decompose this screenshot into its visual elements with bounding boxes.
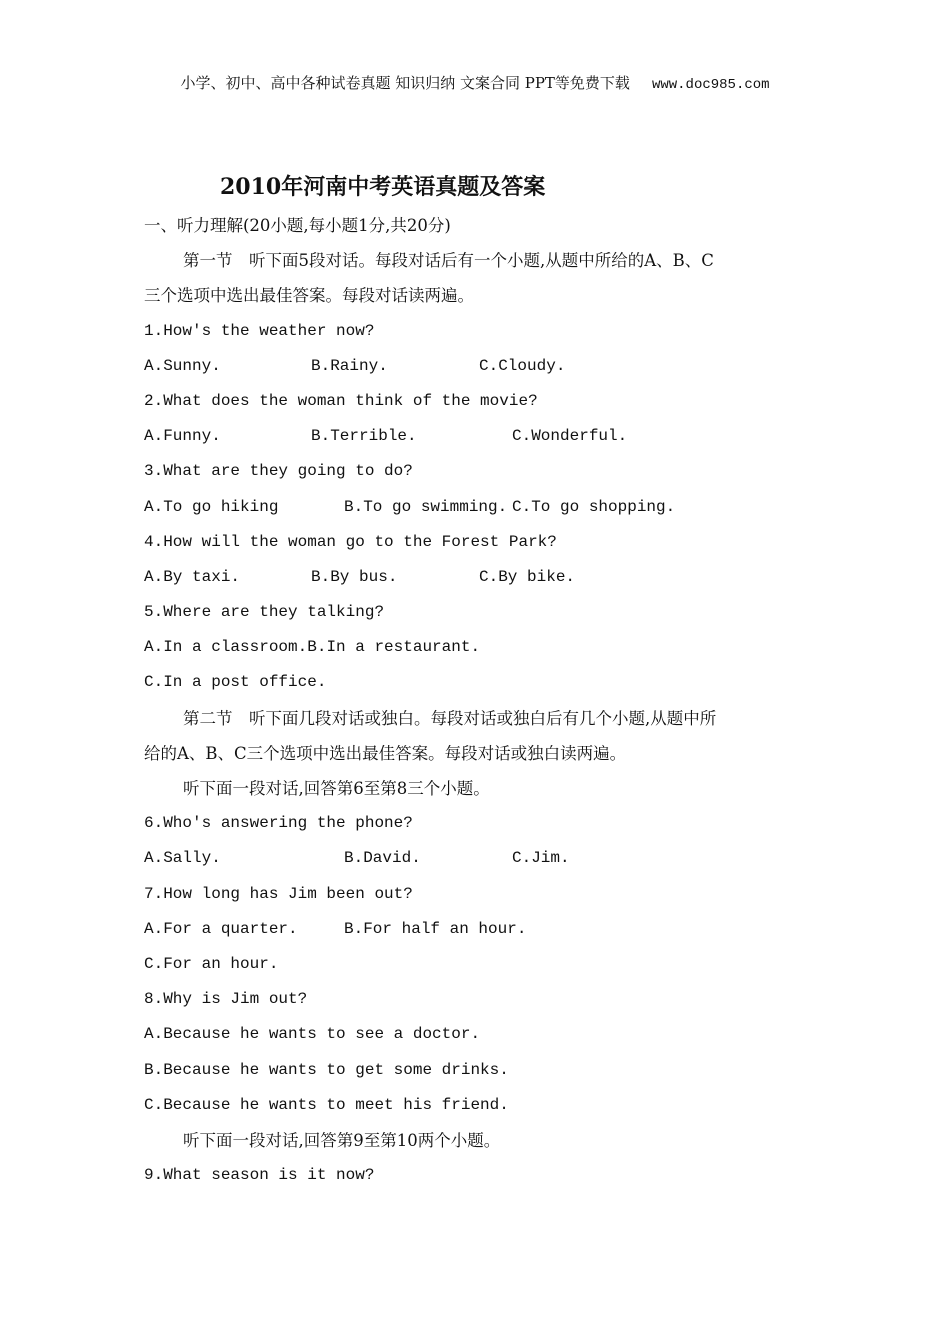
option-c: C.In a post office.: [144, 673, 327, 692]
option-a: A.Because he wants to see a doctor.: [144, 1025, 481, 1044]
question-3: 3.What are they going to do?: [144, 462, 413, 481]
question-1: 1.How's the weather now?: [144, 321, 375, 340]
part2-intro: 第二节 听下面几段对话或独白。每段对话或独白后有几个小题,从题中所: [183, 708, 717, 728]
option-a: A.Funny.: [144, 427, 221, 446]
question-6: 6.Who's answering the phone?: [144, 814, 413, 833]
part1-intro-cont: 三个选项中选出最佳答案。每段对话读两遍。: [144, 286, 474, 306]
options-5: [144, 630, 814, 665]
option-c: C.To go shopping.: [512, 497, 676, 516]
part2-intro-cont: 给的A、B、C三个选项中选出最佳答案。每段对话或独白读两遍。: [144, 743, 627, 763]
option-b: B.In a restaurant.: [307, 638, 481, 657]
question-9: 9.What season is it now?: [144, 1166, 375, 1185]
option-a: A.To go hiking: [144, 497, 279, 516]
question-4: 4.How will the woman go to the Forest Park?: [144, 532, 557, 551]
question-7: 7.How long has Jim been out?: [144, 884, 413, 903]
question-8: 8.Why is Jim out?: [144, 990, 308, 1009]
option-b: B.Terrible.: [311, 427, 417, 446]
question-2: 2.What does the woman think of the movie?: [144, 391, 538, 410]
option-b: B.For half an hour.: [344, 919, 527, 938]
option-c: C.For an hour.: [144, 954, 279, 973]
option-b: B.Because he wants to get some drinks.: [144, 1060, 509, 1079]
exam-content: [144, 208, 814, 1193]
option-a: A.By taxi.: [144, 567, 241, 586]
option-a: A.In a classroom.: [144, 638, 308, 657]
group-intro: 听下面一段对话,回答第9至第10两个小题。: [183, 1130, 501, 1150]
options-2: [144, 419, 814, 454]
option-b: B.By bus.: [311, 567, 398, 586]
option-b: B.David.: [344, 849, 421, 868]
option-b: B.To go swimming.: [344, 497, 508, 516]
option-b: B.Rainy.: [311, 356, 388, 375]
option-a: A.Sally.: [144, 849, 221, 868]
option-a: A.For a quarter.: [144, 919, 298, 938]
section-heading: 一、听力理解(20小题,每小题1分,共20分): [144, 216, 451, 235]
option-a: A.Sunny.: [144, 356, 221, 375]
page-header: [0, 72, 950, 93]
options-3: [144, 490, 814, 525]
option-c: C.Jim.: [512, 849, 570, 868]
options-6: [144, 841, 814, 876]
options-4: [144, 560, 814, 595]
header-text: 小学、初中、高中各种试卷真题 知识归纳 文案合同 PPT等免费下载: [180, 74, 630, 92]
option-c: C.Cloudy.: [479, 356, 566, 375]
options-7: [144, 912, 814, 947]
question-5: 5.Where are they talking?: [144, 603, 385, 622]
part1-intro: 第一节 听下面5段对话。每段对话后有一个小题,从题中所给的A、B、C: [183, 251, 714, 271]
options-1: [144, 349, 814, 384]
group-intro: 听下面一段对话,回答第6至第8三个小题。: [183, 779, 490, 798]
option-c: C.Because he wants to meet his friend.: [144, 1095, 509, 1114]
header-site-link[interactable]: www.doc985.com: [651, 77, 770, 93]
page-title: 2010年河南中考英语真题及答案: [220, 174, 546, 200]
option-c: C.Wonderful.: [512, 427, 628, 446]
option-c: C.By bike.: [479, 567, 576, 586]
